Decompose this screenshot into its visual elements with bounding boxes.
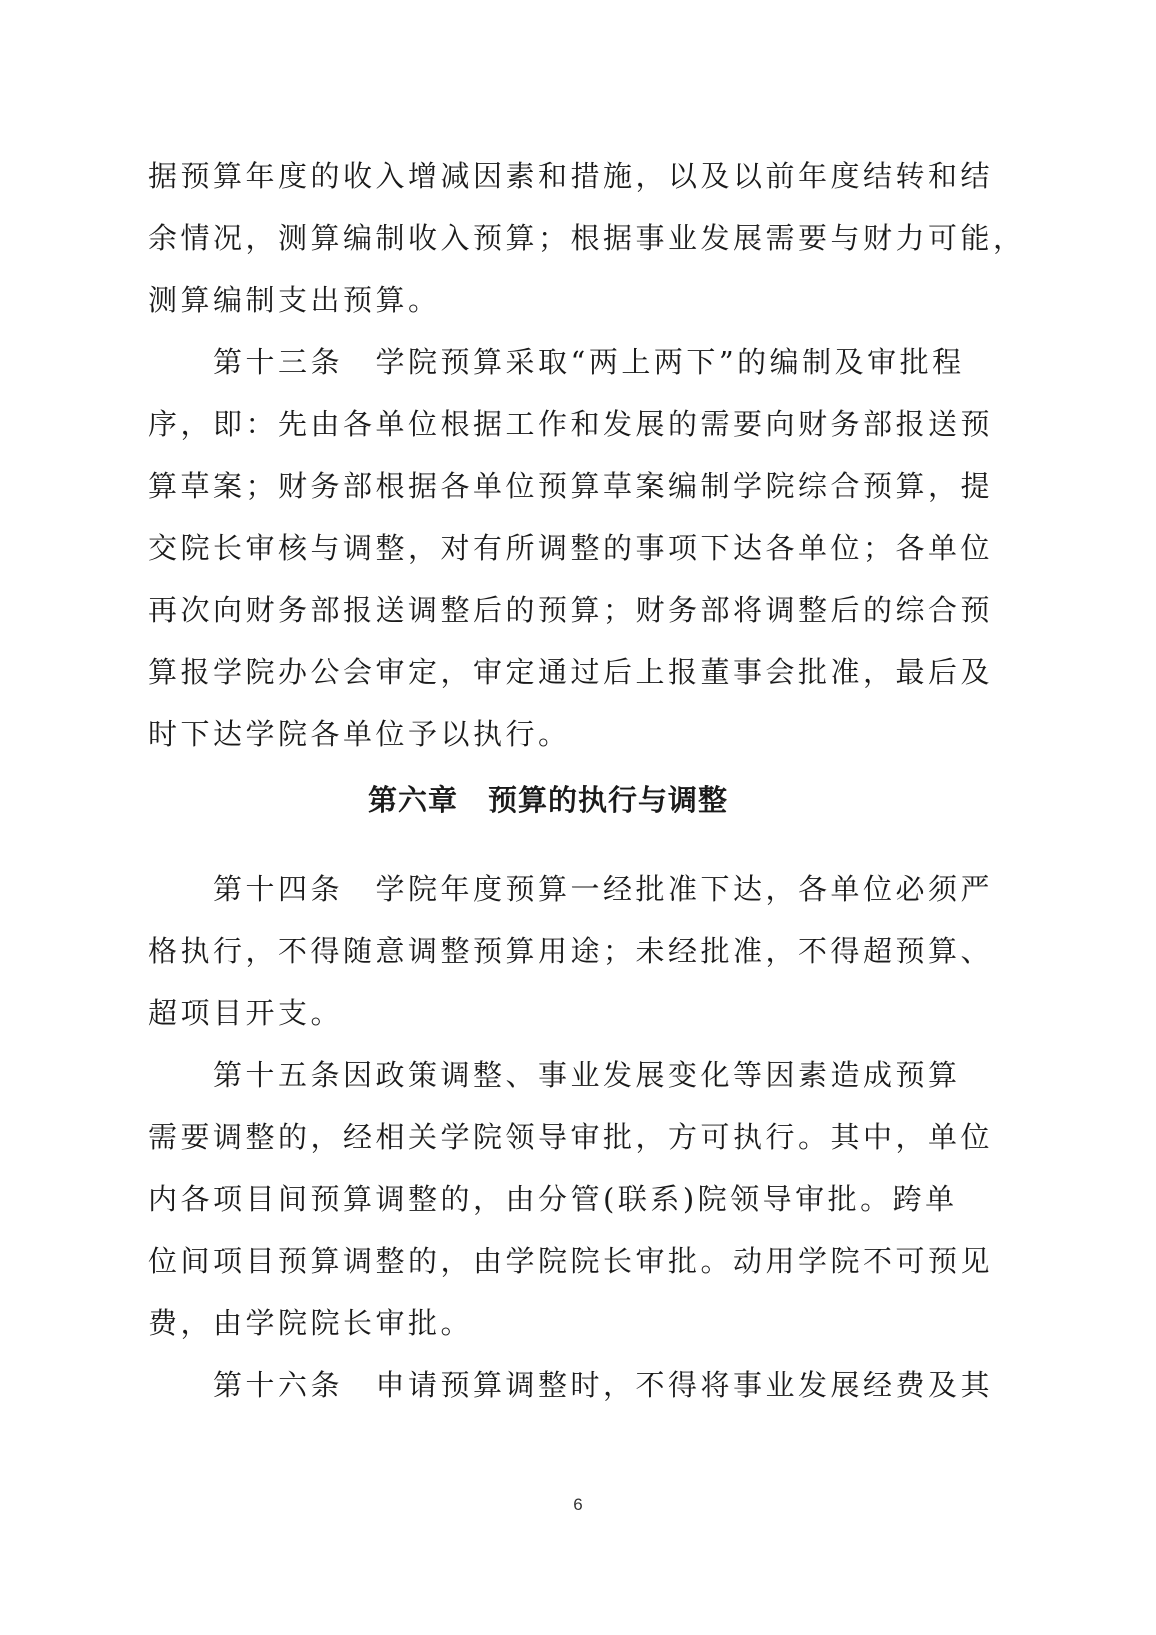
text-line: 测算编制支出预算。 <box>148 283 441 317</box>
body-text-bottom <box>148 858 994 1416</box>
text-line: 算报学院办公会审定，审定通过后上报董事会批准，最后及 <box>148 655 994 689</box>
text-line: 第十五条因政策调整、事业发展变化等因素造成预算 <box>213 1058 961 1092</box>
text-line: 再次向财务部报送调整后的预算；财务部将调整后的综合预 <box>148 593 994 627</box>
body-text-top <box>148 145 1026 765</box>
page-number: 6 <box>573 1495 583 1514</box>
text-line: 第十六条 申请预算调整时，不得将事业发展经费及其 <box>213 1368 994 1402</box>
paragraph-article-15 <box>148 1044 994 1354</box>
text-line: 需要调整的，经相关学院领导审批，方可执行。其中，单位 <box>148 1120 994 1154</box>
paragraph-continuation <box>148 145 1026 331</box>
paragraph-article-14 <box>148 858 994 1044</box>
text-line: 算草案；财务部根据各单位预算草案编制学院综合预算，提 <box>148 469 994 503</box>
text-line: 序，即：先由各单位根据工作和发展的需要向财务部报送预 <box>148 407 994 441</box>
chapter-heading: 第六章 预算的执行与调整 <box>367 783 728 817</box>
text-line: 内各项目间预算调整的，由分管(联系)院领导审批。跨单 <box>148 1182 958 1216</box>
text-line: 时下达学院各单位予以执行。 <box>148 717 571 751</box>
paragraph-article-13 <box>148 331 994 765</box>
text-line: 位间项目预算调整的，由学院院长审批。动用学院不可预见 <box>148 1244 994 1278</box>
text-line: 交院长审核与调整，对有所调整的事项下达各单位；各单位 <box>148 531 994 565</box>
text-line: 超项目开支。 <box>148 996 344 1030</box>
text-line: 费，由学院院长审批。 <box>148 1306 474 1340</box>
paragraph-article-16 <box>148 1354 994 1416</box>
text-line: 格执行，不得随意调整预算用途；未经批准，不得超预算、 <box>148 934 994 968</box>
text-line: 余情况，测算编制收入预算；根据事业发展需要与财力可能， <box>148 221 1026 255</box>
text-line: 第十三条 学院预算采取“两上两下”的编制及审批程 <box>213 345 965 379</box>
text-line: 第十四条 学院年度预算一经批准下达，各单位必须严 <box>213 872 994 906</box>
text-line: 据预算年度的收入增减因素和措施，以及以前年度结转和结 <box>148 159 994 193</box>
